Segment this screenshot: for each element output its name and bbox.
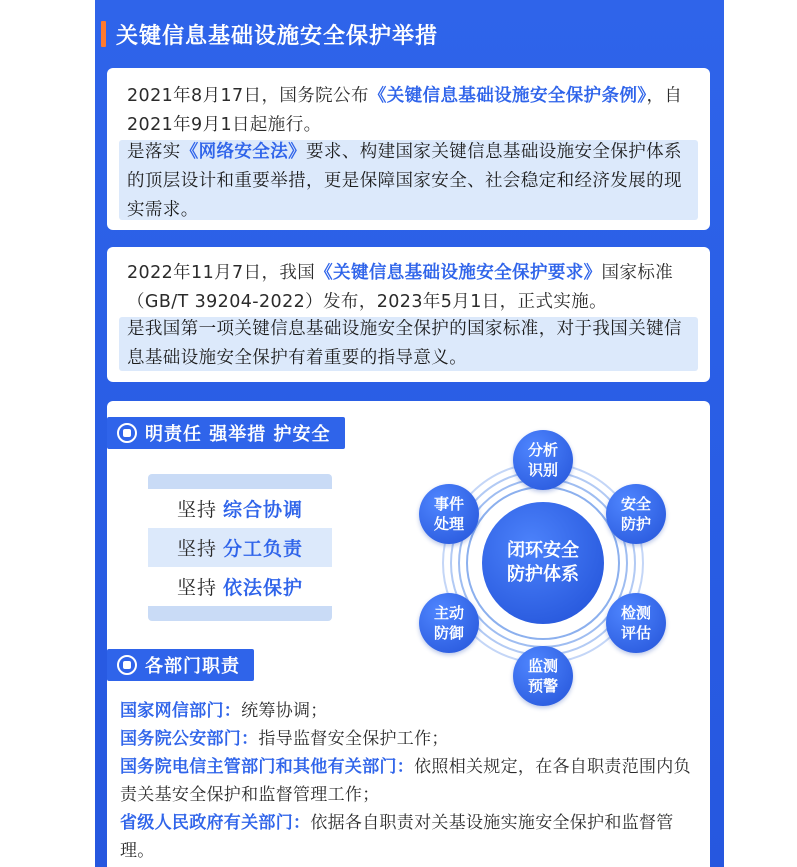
principles-bottom-bar bbox=[148, 606, 332, 621]
regulation-card bbox=[107, 68, 710, 230]
cycle-node-defense bbox=[419, 593, 479, 653]
regulation-text bbox=[127, 82, 694, 140]
cycle-node-analysis bbox=[513, 430, 573, 490]
cybersecurity-law-title: 《网络安全法》 bbox=[180, 142, 307, 162]
standard-significance: 是我国第一项关键信息基础设施安全保护的国家标准，对于我国关键信息基础设施安全保护有着重要的指导意义。 bbox=[127, 319, 682, 368]
node-line-2: 预警 bbox=[527, 677, 558, 695]
principle-prefix: 坚持 bbox=[176, 577, 217, 599]
principle-name: 分工负责 bbox=[223, 538, 304, 560]
regulation-highlight-box bbox=[119, 140, 698, 220]
node-line-1: 主动 bbox=[433, 604, 464, 622]
title-accent-bar bbox=[101, 21, 106, 47]
cycle-node-assessment bbox=[606, 593, 666, 653]
duty-item bbox=[120, 697, 697, 725]
duty-text: 统筹协调； bbox=[241, 701, 328, 721]
page-header bbox=[101, 14, 438, 54]
duty-item bbox=[120, 753, 697, 809]
node-line-1: 事件 bbox=[433, 495, 464, 513]
cycle-node-incident bbox=[419, 484, 479, 544]
principle-name: 依法保护 bbox=[223, 577, 304, 599]
standard-title: 《关键信息基础设施安全保护要求》 bbox=[315, 263, 602, 283]
regulation-date-text: 2021年8月17日，国务院公布 bbox=[127, 86, 369, 106]
node-line-2: 处理 bbox=[433, 515, 464, 533]
regulation-effective-text: ，自2021年9月1日起施行。 bbox=[127, 86, 683, 135]
standard-highlight-box bbox=[119, 317, 698, 371]
principle-prefix: 坚持 bbox=[176, 538, 217, 560]
duty-department: 国务院电信主管部门和其他有关部门： bbox=[120, 757, 415, 777]
duty-text: 依据各自职责对关基设施实施安全保护和监督管理。 bbox=[120, 813, 674, 861]
regulation-significance bbox=[127, 138, 694, 225]
duty-item bbox=[120, 725, 697, 753]
node-line-1: 检测 bbox=[620, 604, 651, 622]
standard-date-text: 2022年11月7日，我国 bbox=[127, 263, 316, 283]
departments-tag bbox=[107, 649, 254, 681]
standard-card bbox=[107, 247, 710, 382]
standard-release-text: 国家标准（GB/T 39204-2022）发布，2023年5月1日，正式实施。 bbox=[127, 263, 674, 312]
page-title: 关键信息基础设施安全保护举措 bbox=[116, 23, 439, 49]
node-line-1: 监测 bbox=[527, 657, 558, 675]
node-line-2: 识别 bbox=[527, 461, 558, 479]
node-line-2: 防御 bbox=[433, 624, 464, 642]
node-line-1: 安全 bbox=[620, 495, 651, 513]
duty-department: 国务院公安部门： bbox=[120, 729, 259, 749]
duty-department: 国家网信部门： bbox=[120, 701, 242, 721]
shield-icon bbox=[117, 423, 137, 443]
principle-item bbox=[148, 489, 332, 528]
departments-tag-label: 各部门职责 bbox=[145, 656, 240, 677]
principles-list bbox=[148, 474, 332, 621]
principles-top-bar bbox=[148, 474, 332, 489]
duty-text: 指导监督安全保护工作； bbox=[258, 729, 449, 749]
cycle-node-protection bbox=[606, 484, 666, 544]
principle-name: 综合协调 bbox=[223, 499, 304, 521]
duty-department: 省级人民政府有关部门： bbox=[120, 813, 311, 833]
significance-post: 要求、构建国家关键信息基础设施安全保护体系的顶层设计和重要举措，更是保障国家安全、社会稳定和经济发展的现实需求。 bbox=[127, 142, 682, 220]
shield-icon bbox=[117, 655, 137, 675]
node-line-1: 分析 bbox=[527, 441, 558, 459]
regulation-title: 《关键信息基础设施安全保护条例》 bbox=[368, 86, 647, 106]
responsibility-tag bbox=[107, 417, 345, 449]
significance-pre: 是落实 bbox=[127, 142, 181, 162]
principle-item bbox=[148, 567, 332, 606]
responsibility-tag-label: 明责任 强举措 护安全 bbox=[145, 424, 331, 445]
center-line-1: 闭环安全 bbox=[507, 540, 579, 561]
node-line-2: 评估 bbox=[620, 624, 651, 642]
duty-text: 依照相关规定，在各自职责范围内负责关基安全保护和监督管理工作； bbox=[120, 757, 691, 805]
node-line-2: 防护 bbox=[620, 515, 651, 533]
closed-loop-center bbox=[482, 502, 604, 624]
duty-item bbox=[120, 809, 697, 865]
center-line-2: 防护体系 bbox=[507, 564, 579, 585]
principle-prefix: 坚持 bbox=[176, 499, 217, 521]
principle-item bbox=[148, 528, 332, 567]
standard-text bbox=[127, 259, 694, 317]
